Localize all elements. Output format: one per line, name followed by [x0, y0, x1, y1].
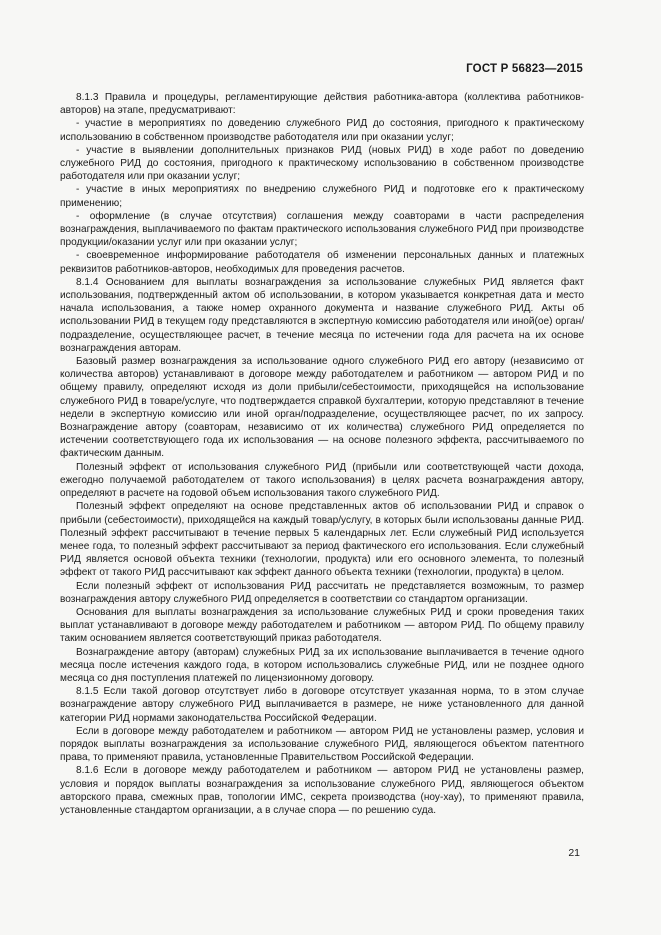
- list-item: - участие в мероприятиях по доведению служебного РИД до состояния, пригодного к практическому использованию в собственном производстве работодателя или при оказании услуг;: [60, 118, 584, 143]
- paragraph: 8.1.6 Если в договоре между работодателем и работником — автором РИД не установлены размер, условия и порядок выплаты вознаграждения за использование служебного РИД, являющегося объектом авторского права, смежных прав, топологии ИМС, секрета производства (ноу-хау), то применяют правила, установленные стандартом организации, а в случае спора — по решению суда.: [60, 765, 584, 816]
- document-body: [60, 91, 584, 817]
- list-item: - участие в выявлении дополнительных признаков РИД (новых РИД) в ходе работ по доведению служебного РИД до состояния, пригодного к практическому использованию в собственном производстве работодателя или при оказании услуг;: [60, 144, 584, 183]
- paragraph: Основания для выплаты вознаграждения за использование служебных РИД и сроки проведения таких выплат устанавливают в договоре между работодателем и работником — автором РИД. По общему правилу таким основанием является соответствующий приказ работодателя.: [60, 606, 584, 645]
- page-number: 21: [568, 847, 580, 859]
- paragraph: Полезный эффект от использования служебного РИД (прибыли или соответствующей части дохода, ежегодно получаемой работодателем от такого использования) в целях расчета вознаграждения автору, определяют в расчете на годовой объем использования такого служебного РИД.: [60, 461, 584, 500]
- paragraph: 8.1.3 Правила и процедуры, регламентирующие действия работника-автора (коллектива работников-авторов) на этапе, предусматривают:: [60, 92, 584, 117]
- paragraph: Если в договоре между работодателем и работником — автором РИД не установлены размер, условия и порядок выплаты вознаграждения за использование служебного РИД, являющегося объектом патентного права, то применяют правила, установленные Правительством Российской Федерации.: [60, 725, 584, 764]
- list-item: - своевременное информирование работодателя об изменении персональных данных и платежных реквизитов работников-авторов, необходимых для проведения расчетов.: [60, 250, 584, 275]
- paragraph: 8.1.5 Если такой договор отсутствует либо в договоре отсутствует указанная норма, то в этом случае вознаграждение автору служебного РИД выплачивается в размере, не ниже установленного для данной категории РИД нормами законодательства Российской Федерации.: [60, 686, 584, 724]
- paragraph: Базовый размер вознаграждения за использование одного служебного РИД его автору (независимо от количества авторов) устанавливают в договоре между работодателем и работником — автором РИД и по общему правилу, определяют исходя из доли прибыли/себестоимости, приходящейся на использование служебного РИД в товаре/услуге, что подтверждается справкой бухгалтерии, которую представляют в течение недели в экспертную комиссию или иной орган/подразделение, осуществляющее расчет, по их запросу. Вознаграждение автору (соавторам, независимо от их количества) служебного РИД определяется по истечении соответствующего года их использования — на основе полезного эффекта, рассчитываемого по фактическим данным.: [60, 356, 584, 460]
- paragraph: Полезный эффект определяют на основе представленных актов об использовании РИД и справок о прибыли (себестоимости), приходящейся на каждый товар/услугу, в которых были использованы данные РИД. Полезный эффект рассчитывают в течение первых 5 календарных лет. Если служебный РИД используется менее года, то полезный эффект рассчитывают за период фактического его использования. Если служебный РИД является основой объекта техники (технологии, продукта) или его основного элемента, то полезный эффект от такого РИД рассчитывают как эффект данного объекта техники (технологии, продукта) в целом.: [60, 501, 584, 579]
- list-item: - оформление (в случае отсутствия) соглашения между соавторами в части распределения вознаграждения, выплачиваемого по фактам практического использования служебного РИД при производстве продукции/оказании услуг или при оказании услуг;: [60, 210, 584, 249]
- standard-code: ГОСТ Р 56823—2015: [466, 63, 583, 75]
- paragraph: Если полезный эффект от использования РИД рассчитать не представляется возможным, то размер вознаграждения автору служебного РИД определяется в соответствии со стандартом организации.: [60, 580, 584, 605]
- list-item: - участие в иных мероприятиях по внедрению служебного РИД и подготовке его к практическому применению;: [60, 184, 584, 209]
- paragraph: Вознаграждение автору (авторам) служебных РИД за их использование выплачивается в течение одного месяца после истечения каждого года, в котором использовались служебные РИД, или не позднее одного месяца со дня поступления платежей по лицензионному договору.: [60, 646, 584, 684]
- paragraph: 8.1.4 Основанием для выплаты вознаграждения за использование служебных РИД является факт использования, подтвержденный актом об использовании, в котором указывается конкретная дата и место начала использования, а также номер охранного документа и название служебного РИД. Акты об использовании РИД в текущем году представляются в экспертную комиссию работодателя или иной(ое) орган/подразделение, осуществляющее расчет, в течение месяца по истечении года для расчета на их основе вознаграждения авторам.: [60, 276, 584, 354]
